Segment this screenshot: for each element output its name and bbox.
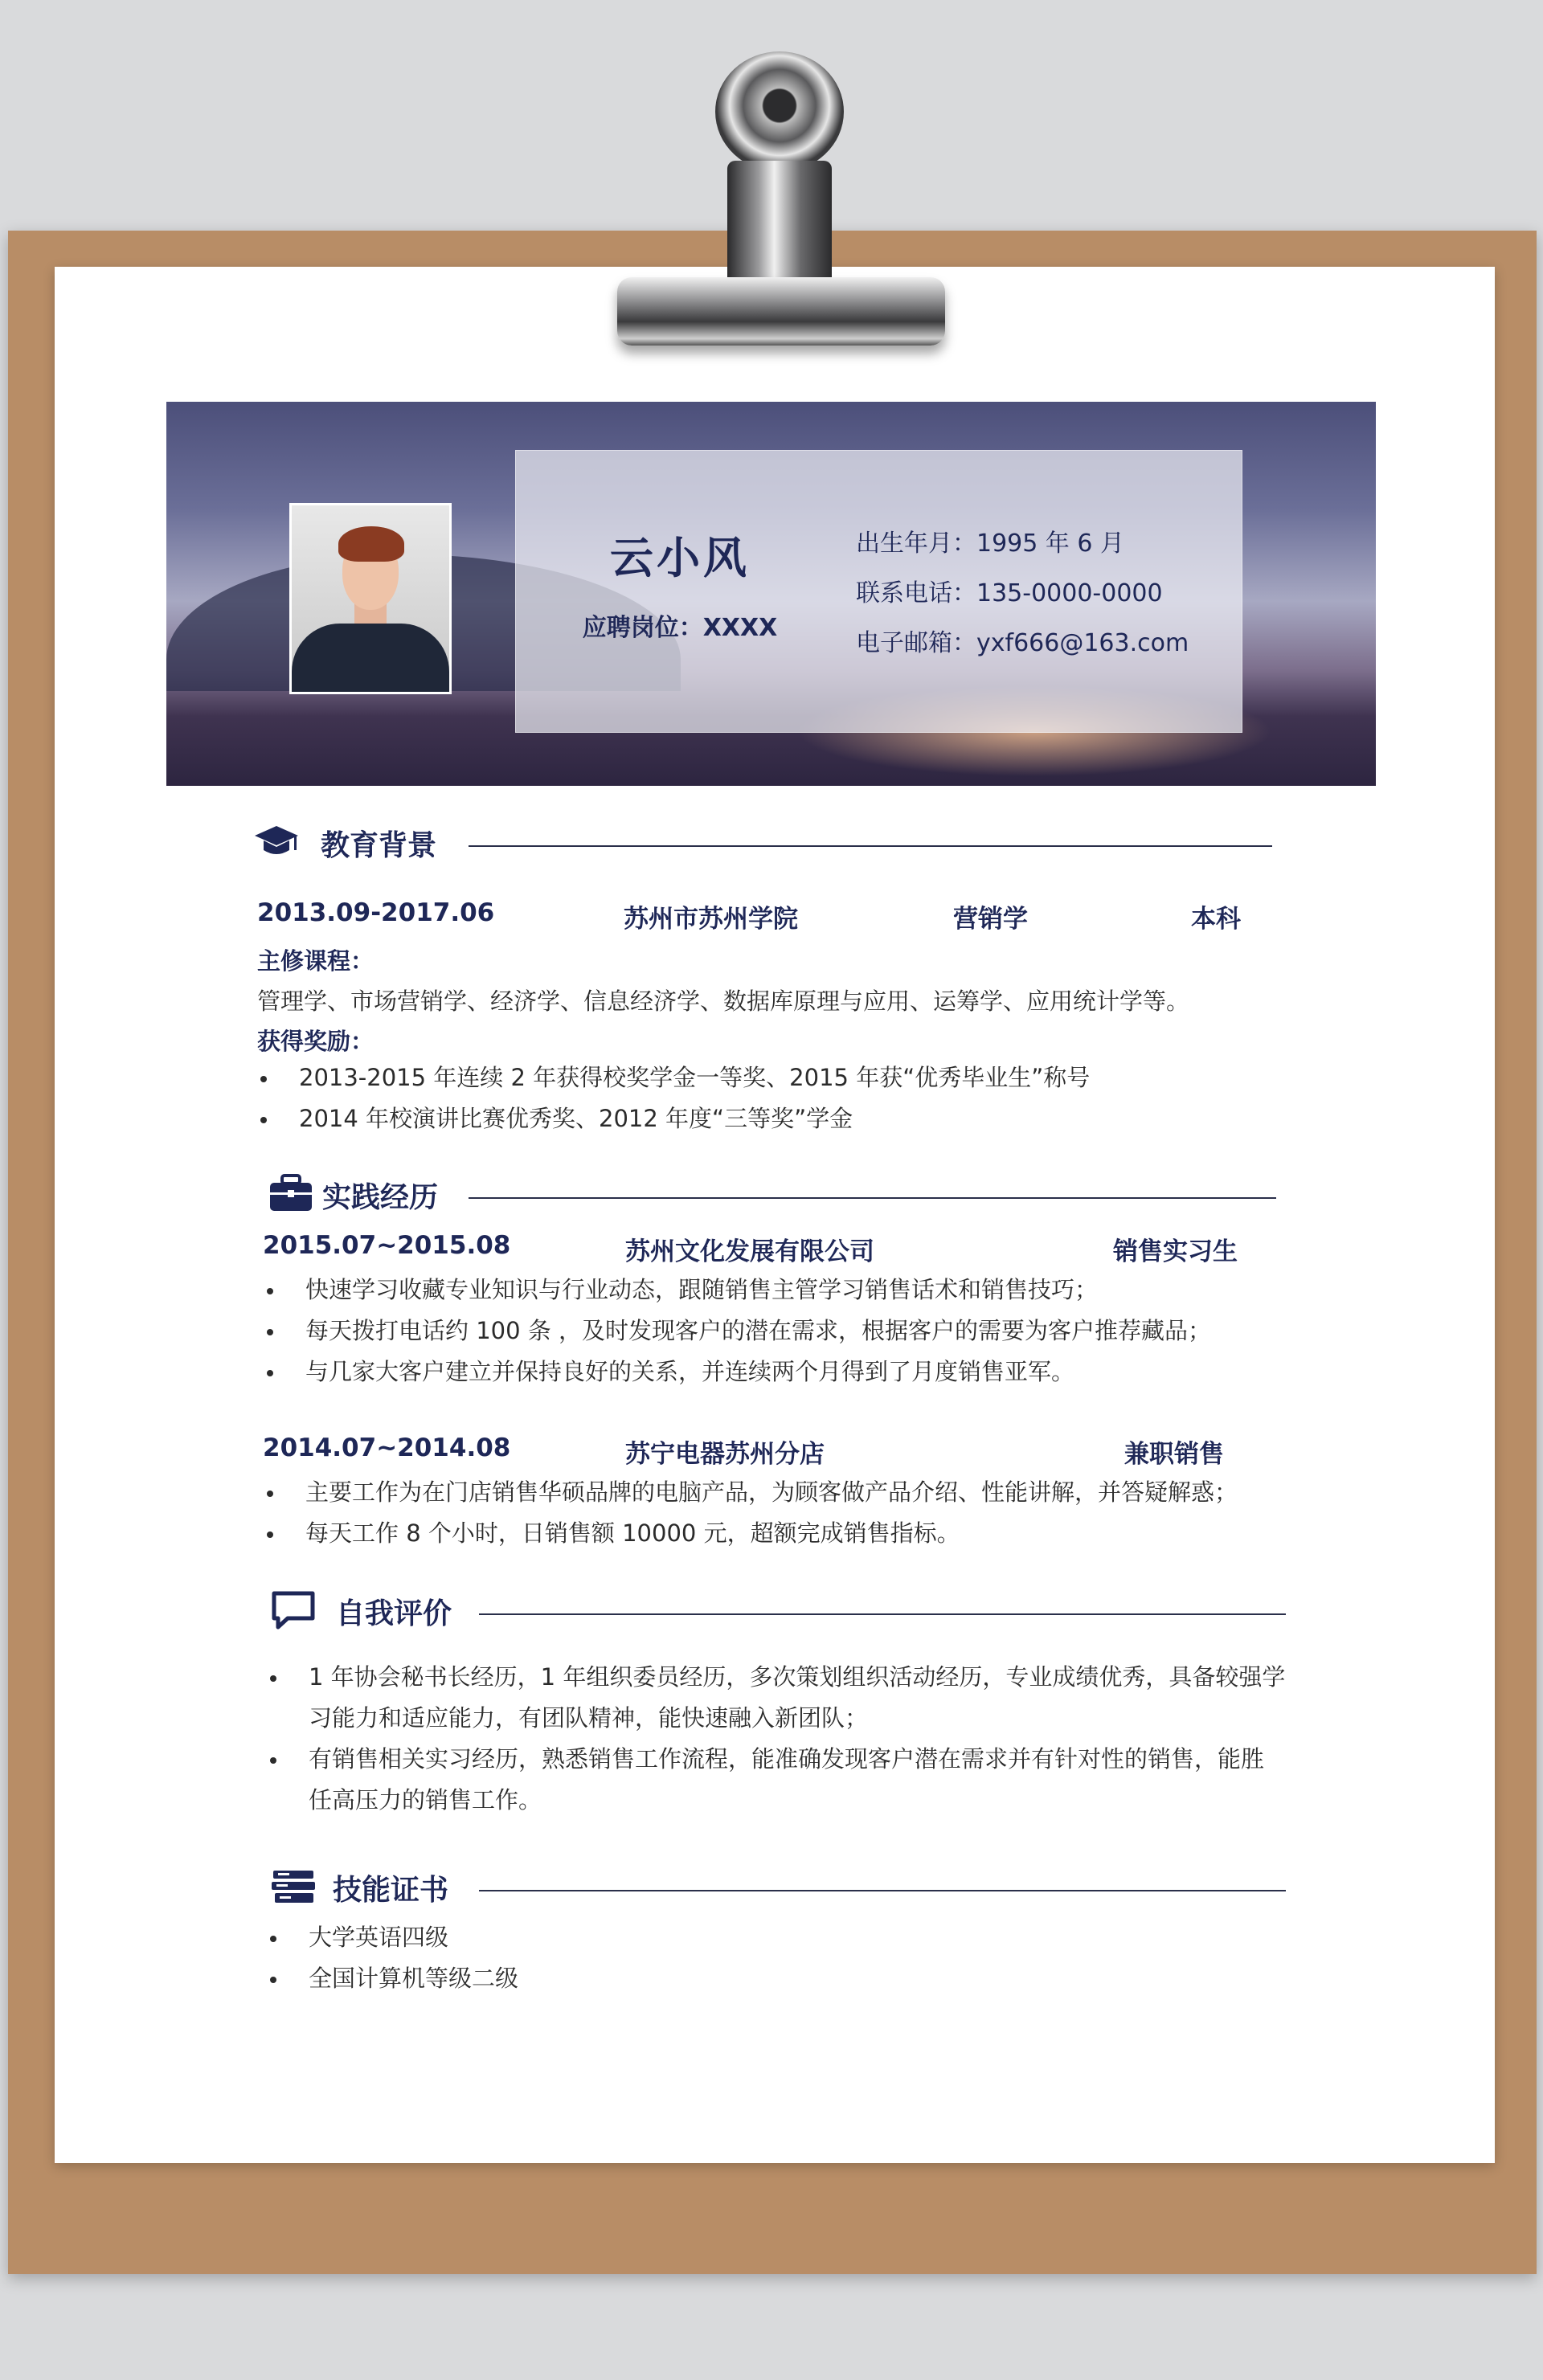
applied-position: 应聘岗位：XXXX bbox=[582, 614, 778, 642]
list-item: 每天拨打电话约 100 条 ，及时发现客户的潜在需求，根据客户的需要为客户推荐藏品； bbox=[262, 1311, 1211, 1352]
skills-list bbox=[265, 1917, 518, 1999]
avatar-photo bbox=[289, 503, 452, 694]
education-school: 苏州市苏州学院 bbox=[624, 905, 798, 934]
briefcase-icon bbox=[268, 1173, 314, 1213]
self-evaluation-title: 自我评价 bbox=[336, 1597, 452, 1630]
job1-duties bbox=[262, 1270, 1211, 1392]
job1-date: 2015.07~2015.08 bbox=[263, 1231, 511, 1260]
list-item: 1 年协会秘书长经历，1 年组织委员经历，多次策划组织活动经历，专业成绩优秀，具备较强学习能力和适应能力，有团队精神，能快速融入新团队； bbox=[265, 1657, 1286, 1739]
education-degree: 本科 bbox=[1191, 905, 1241, 934]
graduation-cap-icon bbox=[253, 821, 300, 861]
job2-date: 2014.07~2014.08 bbox=[263, 1433, 511, 1462]
speech-bubble-icon bbox=[270, 1589, 317, 1630]
birth-date: 出生年月：1995 年 6 月 bbox=[856, 530, 1125, 558]
list-item: 有销售相关实习经历，熟悉销售工作流程，能准确发现客户潜在需求并有针对性的销售，能胜任高压力的销售工作。 bbox=[265, 1739, 1286, 1821]
clip-ring bbox=[715, 51, 844, 172]
contact-info bbox=[856, 519, 1189, 669]
list-item: 大学英语四级 bbox=[265, 1917, 518, 1958]
email-address: 电子邮箱：yxf666@163.com bbox=[856, 629, 1189, 657]
job1-company: 苏州文化发展有限公司 bbox=[625, 1237, 874, 1266]
education-divider bbox=[469, 845, 1272, 847]
courses-label: 主修课程： bbox=[257, 947, 374, 975]
phone-number: 联系电话：135-0000-0000 bbox=[856, 579, 1163, 607]
job2-duties bbox=[262, 1472, 1238, 1554]
education-header bbox=[253, 818, 1274, 866]
job1-role: 销售实习生 bbox=[1113, 1237, 1238, 1266]
job2-role: 兼职销售 bbox=[1124, 1440, 1224, 1469]
self-evaluation-header bbox=[270, 1586, 1286, 1634]
list-item: 快速学习收藏专业知识与行业动态，跟随销售主管学习销售话术和销售技巧； bbox=[262, 1270, 1211, 1311]
self-evaluation-list bbox=[265, 1657, 1286, 1821]
list-item: 2014 年校演讲比赛优秀奖、2012 年度“三等奖”学金 bbox=[256, 1098, 1090, 1139]
experience-divider bbox=[469, 1197, 1276, 1199]
skills-divider bbox=[479, 1890, 1286, 1891]
info-box bbox=[515, 450, 1242, 733]
experience-header bbox=[268, 1170, 1280, 1218]
education-title: 教育背景 bbox=[321, 829, 437, 862]
self-evaluation-divider bbox=[479, 1613, 1286, 1615]
awards-list bbox=[256, 1057, 1090, 1139]
skills-header bbox=[270, 1863, 1286, 1911]
courses-text: 管理学、市场营销学、经济学、信息经济学、数据库原理与应用、运筹学、应用统计学等。 bbox=[257, 988, 1190, 1015]
job2-company: 苏宁电器苏州分店 bbox=[625, 1440, 825, 1469]
header-banner bbox=[166, 402, 1376, 786]
education-major: 营销学 bbox=[953, 905, 1028, 934]
candidate-name: 云小风 bbox=[610, 533, 750, 583]
list-item: 全国计算机等级二级 bbox=[265, 1958, 518, 1999]
books-icon bbox=[270, 1866, 317, 1906]
awards-label: 获得奖励： bbox=[257, 1028, 374, 1055]
skills-title: 技能证书 bbox=[333, 1874, 449, 1907]
list-item: 与几家大客户建立并保持良好的关系，并连续两个月得到了月度销售亚军。 bbox=[262, 1352, 1211, 1392]
list-item: 2013-2015 年连续 2 年获得校奖学金一等奖、2015 年获“优秀毕业生”称号 bbox=[256, 1057, 1090, 1098]
experience-title: 实践经历 bbox=[322, 1181, 439, 1214]
list-item: 主要工作为在门店销售华硕品牌的电脑产品，为顾客做产品介绍、性能讲解，并答疑解惑； bbox=[262, 1472, 1238, 1513]
list-item: 每天工作 8 个小时，日销售额 10000 元，超额完成销售指标。 bbox=[262, 1513, 1238, 1554]
education-date: 2013.09-2017.06 bbox=[257, 898, 495, 927]
